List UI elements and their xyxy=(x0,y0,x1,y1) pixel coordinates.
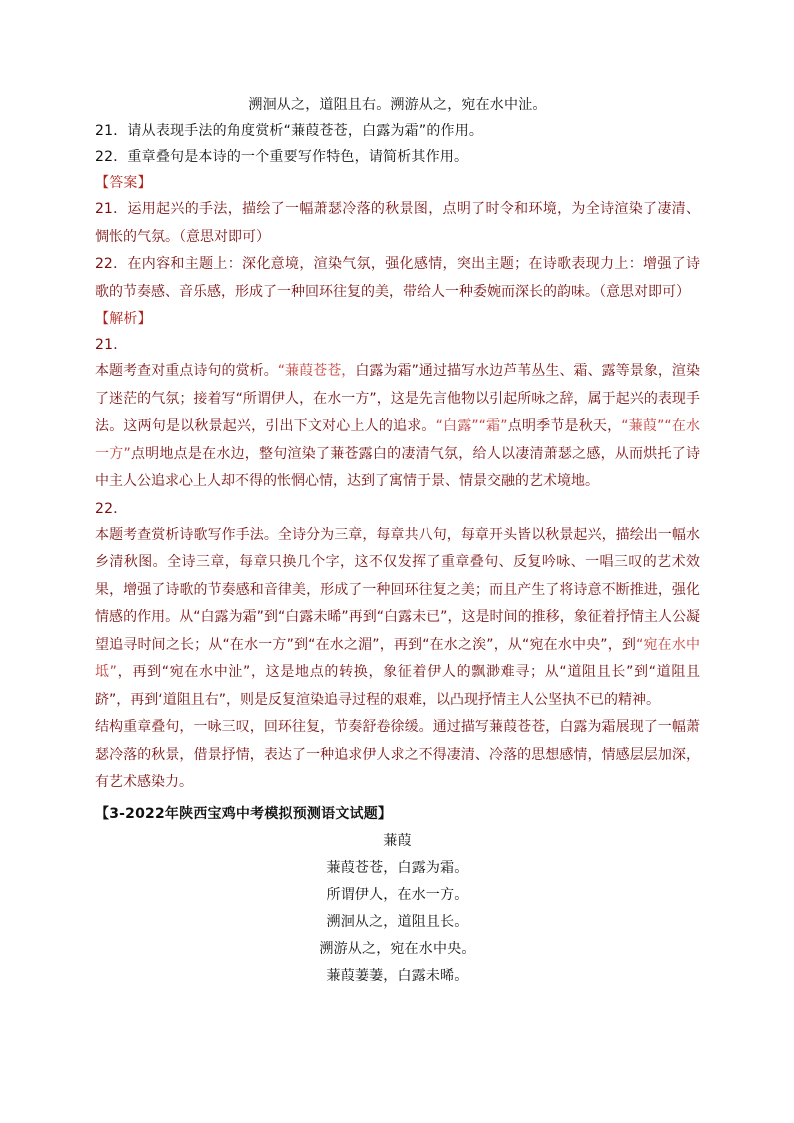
poem-title: 蒹葭 xyxy=(383,832,412,849)
poem-line: 溯洄从之，道阻且长。 xyxy=(326,913,469,930)
answer-tag: 【答案】 xyxy=(95,175,152,191)
answer-21: 21．运用起兴的手法，描绘了一幅萧瑟冷落的秋景图，点明了时令和环境，为全诗渲染了凄清、惆怅的气氛。（意思对即可） xyxy=(95,201,700,245)
quoted-phrase: “蒹葭苍苍， xyxy=(277,363,356,379)
analysis-text: 点明季节是秋天， xyxy=(507,418,622,434)
analysis-text: 点明地点是在水边，整句渲染了蒹苍露白的凄清气氛，给人以凄清萧瑟之感，从而烘托了诗中主人公追求心上人却不得的怅惘心情，达到了寓情于景、情景交融的艺术境地。 xyxy=(95,445,700,489)
document-page xyxy=(95,92,700,990)
quoted-phrase: “宛在水中坻” xyxy=(95,636,700,680)
analysis-22-label: 22． xyxy=(95,500,128,517)
analysis-text: ，再到“宛在水中沚”，这是地点的转换，象征着伊人的飘渺难寻；从“道阻且长”到“道阻且跻”，再到‘道阻且右”，则是反复渲染追寻过程的艰难，以凸现抒情主人公坚执不已的精神。 xyxy=(95,664,700,708)
analysis-21-body xyxy=(95,358,700,496)
next-section-heading: 【3-2022年陕西宝鸡中考模拟预测语文试题】 xyxy=(95,805,393,822)
analysis-text: 本题考查对重点诗句的赏析。 xyxy=(95,363,278,379)
analysis-21-label: 21． xyxy=(95,337,128,353)
analysis-tag: 【解析】 xyxy=(95,311,152,327)
analysis-text: 白露为霜”通过描写水边芦苇丛生、霜、露等景象，渲染了迷茫的气氛；接着写“所谓伊人，在水一方”，这是先言他物以引起所咏之辞，属于起兴的表现手法。这两句是以秋景起兴，引出下文对心上人的追求。 xyxy=(95,363,700,434)
analysis-text: 本题考查赏析诗歌写作手法。全诗分为三章，每章共八句，每章开头皆以秋景起兴，描绘出一幅水乡清秋图。全诗三章，每章只换几个字，这不仅发挥了重章叠句、反复吟咏、一唱三叹的艺术效果，增强了诗歌的节奏感和音律美，形成了一种回环往复之美；而且产生了将诗意不断推进，强化情感的作用。从“白露为霜”到“白露未晞”再到“白露未已”，这是时间的推移，象征着抒情主人公凝望追寻时间之长；从“在水一方”到“在水之湄”，再到“在水之涘”，从“宛在水中央”，到 xyxy=(95,526,700,653)
poem-line: 蒹葭萋萋，白露未晞。 xyxy=(326,967,469,984)
poem-line: 所谓伊人，在水一方。 xyxy=(326,886,469,903)
analysis-22-body xyxy=(95,522,700,715)
analysis-summary: 结构重章叠句，一咏三叹，回环往复，节奏舒卷徐缓。通过描写蒹葭苍苍，白露为霜展现了一幅萧瑟冷落的秋景，借景抒情，表达了一种追求伊人求之不得凄清、冷落的思想感情，情感层层加深，有艺术感染力。 xyxy=(95,719,700,790)
poem-line: 蒹葭苍苍，白露为霜。 xyxy=(326,859,469,876)
poem-lines xyxy=(95,855,700,990)
quoted-phrase: “蒹葭”“在水一方” xyxy=(95,418,701,462)
answer-22: 22．在内容和主题上：深化意境，渲染气氛，强化感情，突出主题；在诗歌表现力上：增强了诗歌的节奏感、音乐感，形成了一种回环往复的美，带给人一种委婉而深长的韵味。（意思对即可） xyxy=(95,256,700,300)
question-22: 22．重章叠句是本诗的一个重要写作特色，请简析其作用。 xyxy=(95,149,469,165)
question-21: 21．请从表现手法的角度赏析“蒹葭苍苍，白露为霜”的作用。 xyxy=(95,123,484,139)
poem-line: 溯游从之，宛在水中央。 xyxy=(319,940,476,957)
quoted-phrase: “白露”“霜” xyxy=(435,418,508,434)
poem-tail-line: 溯洄从之，道阻且右。溯游从之，宛在水中沚。 xyxy=(248,97,547,113)
